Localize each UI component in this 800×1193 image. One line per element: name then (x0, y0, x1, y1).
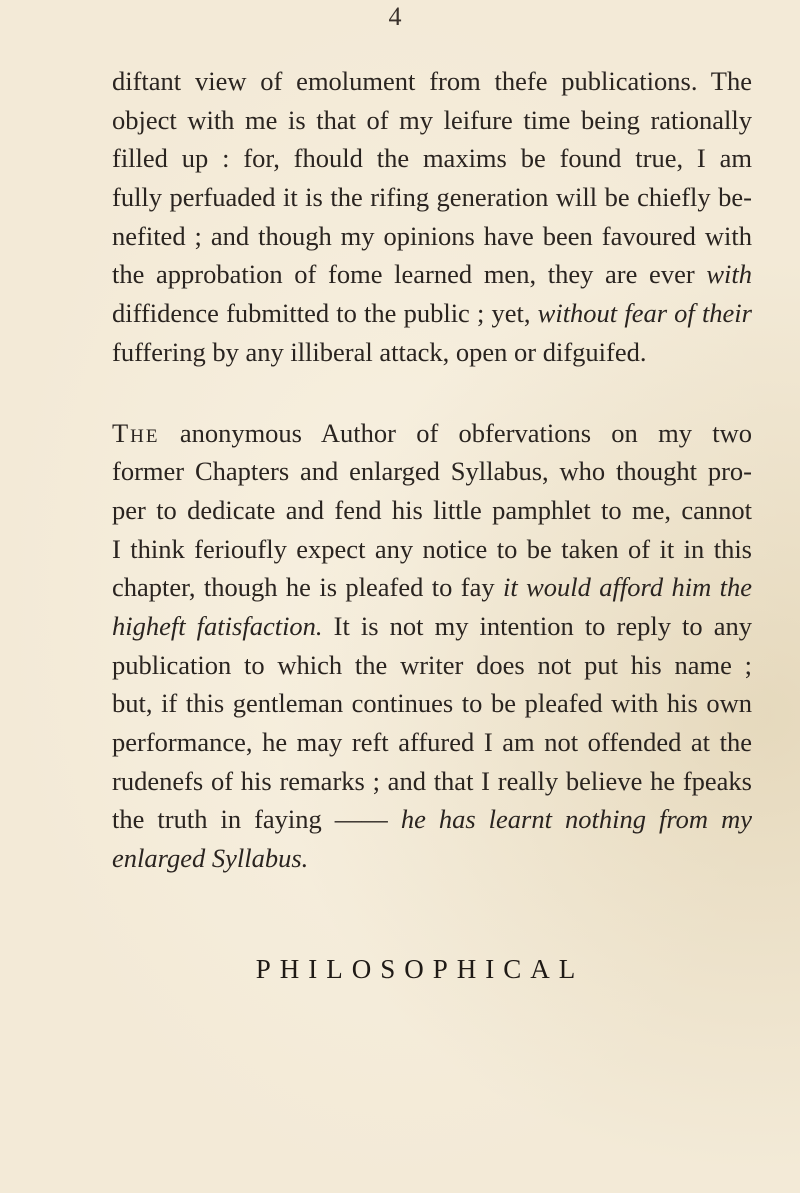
text-line: former Chapters and enlarged Syllabus, who thought pro- (112, 456, 752, 487)
italic-span: higheft fatisfaction. (112, 610, 323, 641)
text-line: nefited ; and though my opinions have been favoured with (112, 220, 752, 251)
text-line: performance, he may reft affured I am not offended at the (112, 727, 752, 757)
text-line (112, 294, 752, 333)
paragraph-gap (112, 372, 752, 414)
text-line (112, 414, 752, 453)
text-line: rudenefs of his remarks ; and that I really believe he fpeaks (112, 765, 752, 796)
text-line: I think ferioufly expect any notice to be taken of it in this (112, 533, 752, 564)
italic-span: with (706, 259, 752, 290)
italic-span: it would afford him the (503, 572, 752, 603)
text-span: the truth in faying —— (112, 804, 388, 835)
italic-span: enlarged Syllabus. (112, 843, 309, 874)
section-heading: PHILOSOPHICAL (255, 954, 585, 984)
page-number: 4 (388, 2, 412, 31)
paragraph-1 (112, 62, 752, 372)
text-line (112, 800, 752, 839)
lead-word: The (112, 417, 160, 448)
text-line: publication to which the writer does not put his name ; (112, 649, 752, 680)
text-line: per to dedicate and fend his little pamphlet to me, cannot (112, 494, 752, 525)
text-span: chapter, though he is pleafed to fay (112, 572, 495, 603)
text-line (112, 568, 752, 607)
body-text (112, 62, 752, 878)
paragraph-2 (112, 414, 752, 878)
text-line (112, 607, 752, 646)
text-line: fuffering by any illiberal attack, open or difguifed. (112, 336, 647, 367)
text-line: diftant view of emolument from thefe publications. The (112, 66, 752, 96)
text-span: It is not my intention to reply to any (333, 610, 752, 641)
text-span: anonymous Author of obfervations on my two (179, 417, 753, 448)
text-line: fully perfuaded it is the rifing generation will be chiefly be- (112, 182, 752, 213)
text-line (112, 255, 752, 294)
text-span: the approbation of fome learned men, they are ever (112, 259, 695, 290)
italic-span: he has learnt nothing from my (400, 804, 752, 835)
text-span: diffidence fubmitted to the public ; yet, (112, 298, 531, 329)
text-line (112, 839, 752, 878)
text-line: filled up : for, fhould the maxims be found true, I am (112, 143, 752, 174)
italic-span: without fear of their (537, 298, 752, 329)
text-line: but, if this gentleman continues to be pleafed with his own (112, 688, 752, 719)
text-line: object with me is that of my leifure time being rationally (112, 104, 752, 135)
